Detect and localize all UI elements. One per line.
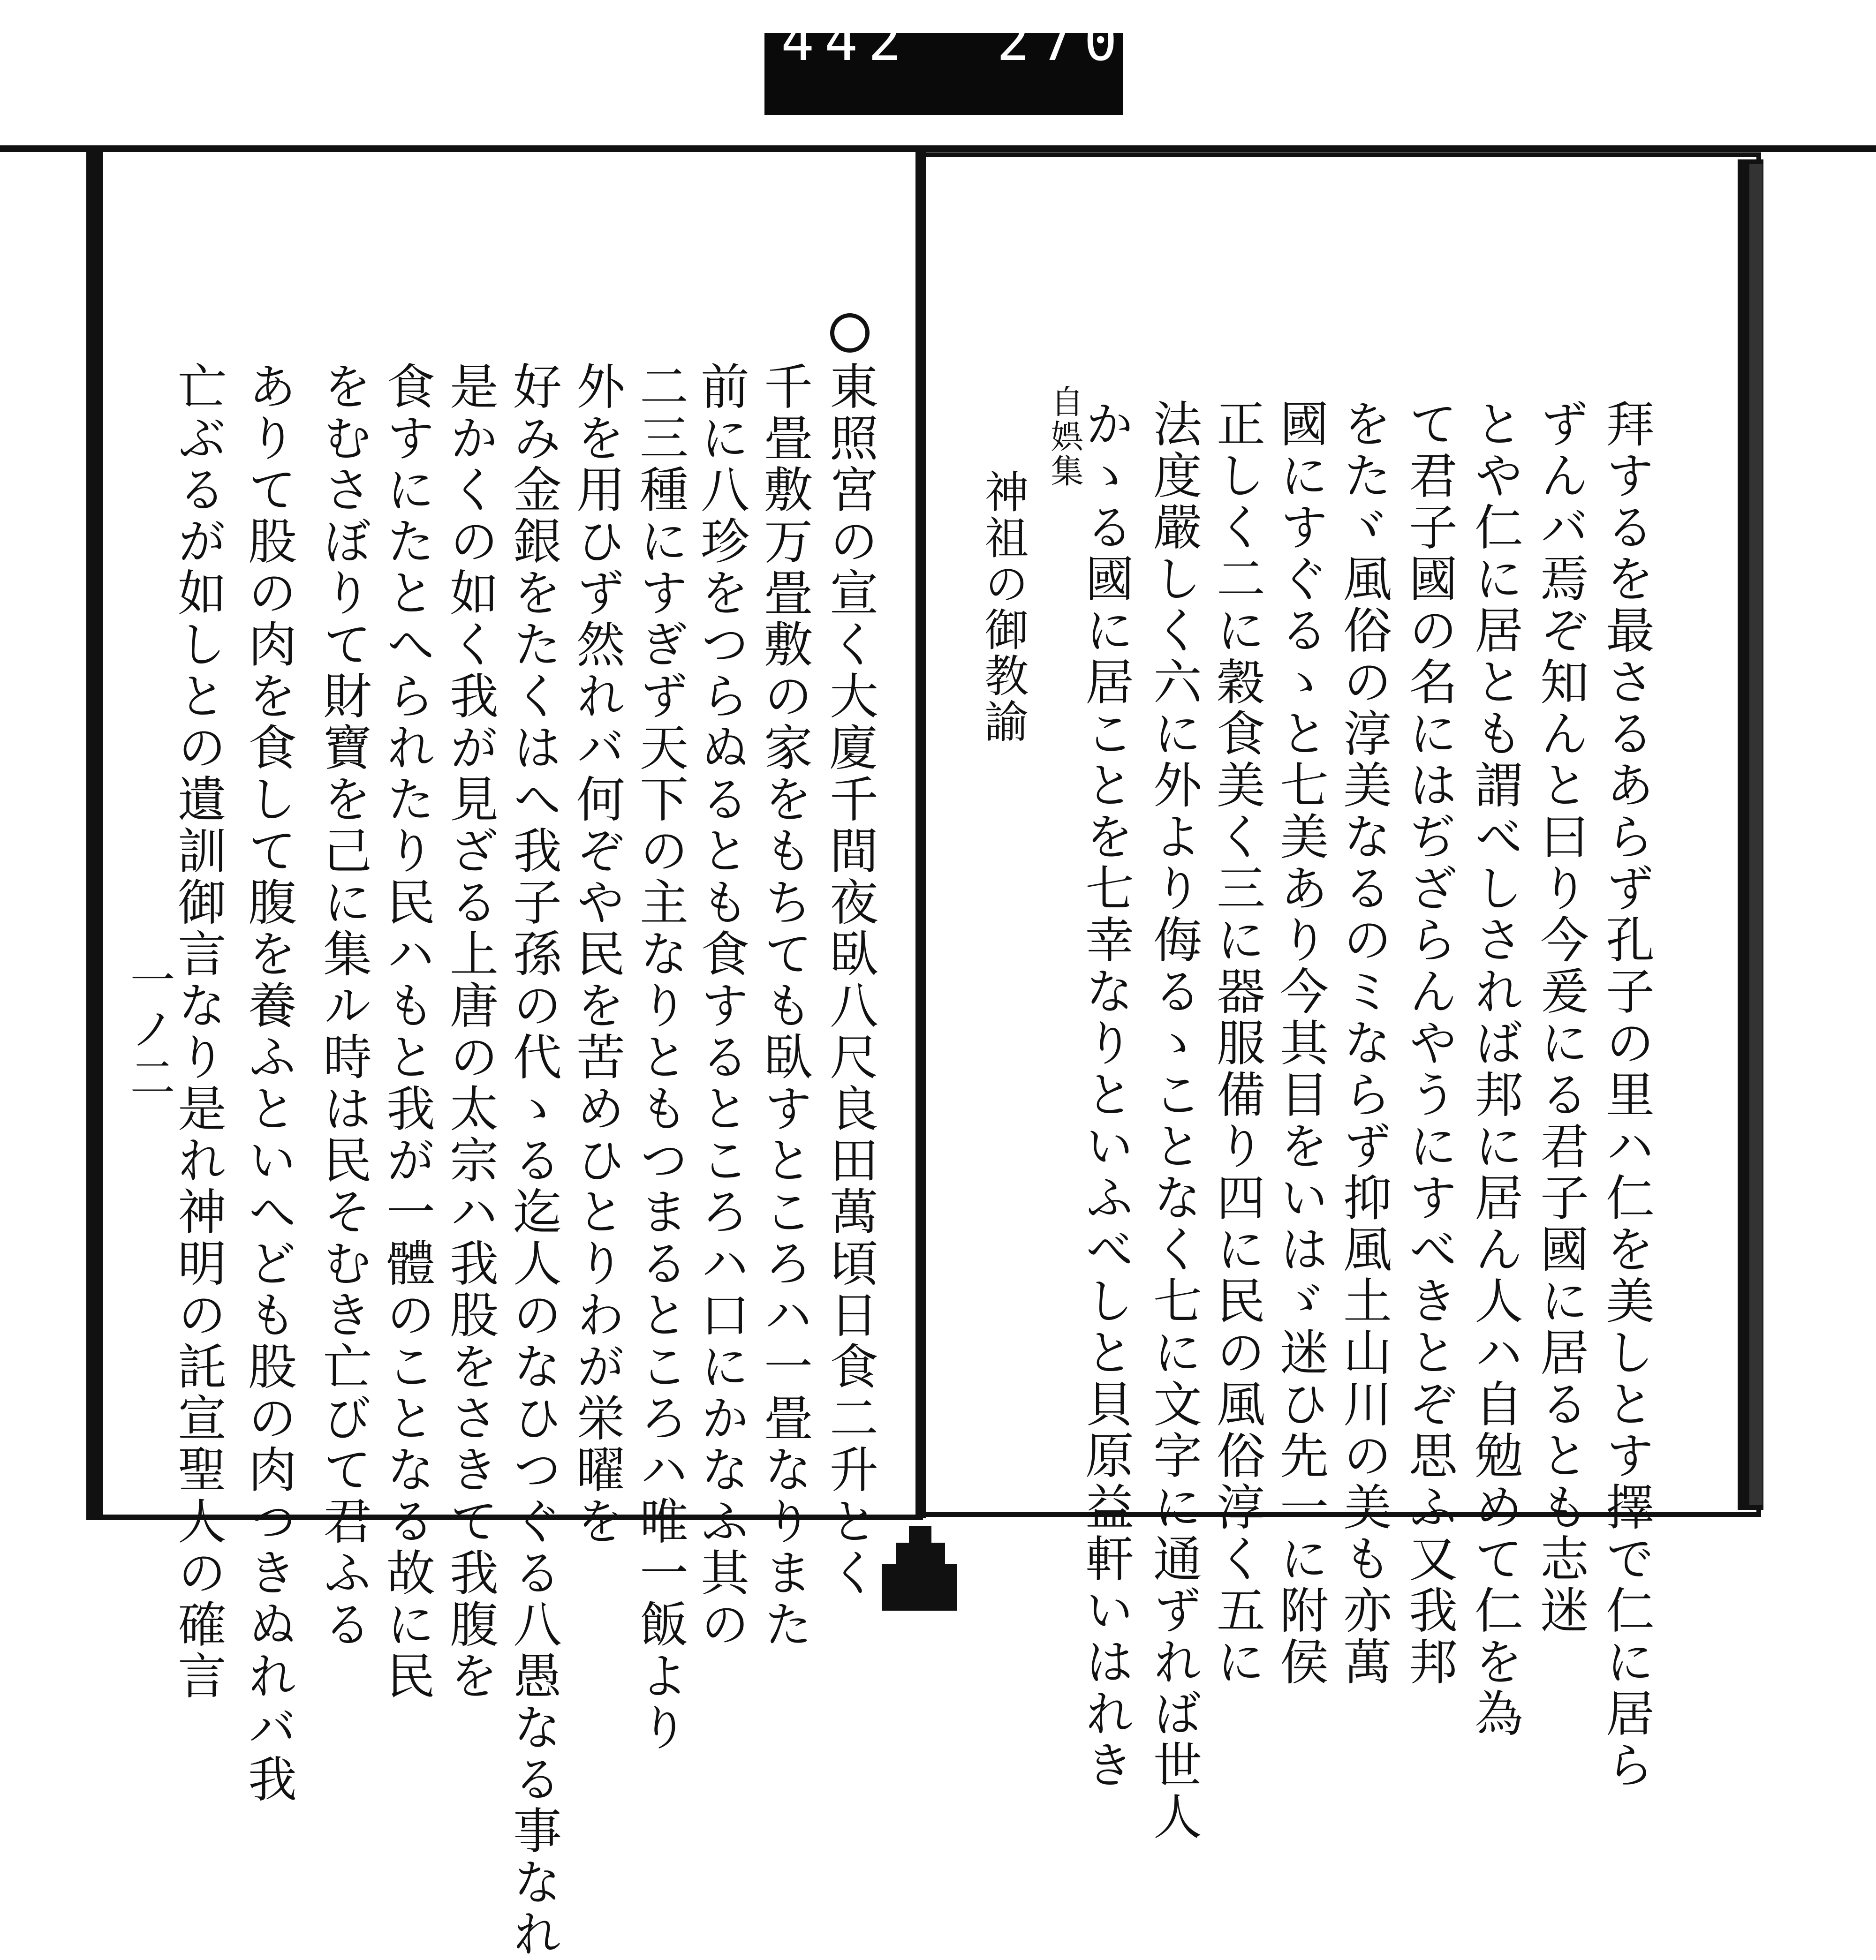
frame-number-right: 270. bbox=[997, 8, 1172, 73]
right-text-column: 國にすぐるゝと七美あり今其目をいはゞ迷ひ先一に附侯 bbox=[1271, 399, 1329, 1688]
left-text-column: 前に八珍をつらぬるとも食するところハ口にかなふ其の bbox=[692, 361, 749, 1651]
book-gutter bbox=[915, 149, 926, 1518]
left-text-column: 是かくの如く我が見ざる上唐の太宗ハ我股をさきて我腹を bbox=[441, 361, 499, 1702]
left-text-column: をむさぼりて財寶を己に集ル時は民そむき亡びて君ふる bbox=[315, 361, 372, 1651]
left-page-edge bbox=[86, 149, 103, 1517]
right-page-edge-shadow bbox=[1749, 164, 1763, 1505]
binding-tab-base bbox=[896, 1543, 945, 1564]
right-text-column: 拜するを最さるあらず孔子の里ハ仁を美しとす擇で仁に居ら bbox=[1597, 399, 1655, 1791]
left-text-column: ありて股の肉を食して腹を養ふといへども股の肉つきぬれバ我 bbox=[240, 361, 297, 1805]
left-text-column: 千畳敷万畳敷の家をもちても臥すところハ一畳なりまた bbox=[756, 361, 813, 1651]
right-text-column: ずんバ焉ぞ知んと曰り今爰にる君子國に居るとも志迷 bbox=[1532, 399, 1589, 1636]
right-text-column: をたヾ風俗の淳美なるのミならず抑風土山川の美も亦萬 bbox=[1335, 399, 1392, 1688]
frame-number-left: 442 bbox=[781, 8, 912, 73]
left-text-column: 食すにたとへられたり民ハもと我が一體のことなる故に民 bbox=[378, 361, 435, 1702]
left-text-column: 東照宮の宣く大廈千間夜臥八尺良田萬頃日食二升とく bbox=[821, 361, 878, 1599]
section-start-circle-icon bbox=[830, 313, 870, 353]
source-attribution: 自娯集 bbox=[1045, 384, 1084, 489]
left-text-column: 外を用ひず然れバ何ぞや民を苦めひとりわが栄曜を bbox=[568, 361, 625, 1547]
left-text-column: 二三種にすぎず天下の主なりともつまるところハ唯一飯より bbox=[631, 361, 688, 1754]
left-text-column: 亡ぶるが如しとの遺訓御言なり是れ神明の託宣聖人の確言 bbox=[169, 361, 227, 1702]
section-title: 神祖の御教諭 bbox=[977, 469, 1028, 745]
right-text-column: 法度嚴しく六に外より侮るゝことなく七に文字に通ずれば世人 bbox=[1145, 399, 1202, 1843]
binding-tab-foot bbox=[882, 1564, 957, 1611]
left-text-column: 好み金銀をたくはへ我子孫の代ゝる迄人のなひつぐる八愚なる事なれ bbox=[505, 361, 562, 1960]
binding-tab bbox=[909, 1526, 931, 1543]
right-text-column: かゝる國に居ことを七幸なりといふべしと貝原益軒いはれき bbox=[1077, 399, 1134, 1791]
right-text-column: 正しく二に穀食美く三に器服備り四に民の風俗淳く五に bbox=[1208, 399, 1265, 1688]
right-text-column: とや仁に居とも謂べしされば邦に居ん人ハ自勉めて仁を為 bbox=[1466, 399, 1523, 1740]
page-number: 一ノ二 bbox=[123, 957, 175, 1103]
right-text-column: て君子國の名にはぢざらんやうにすべきとぞ思ふ又我邦 bbox=[1400, 399, 1458, 1688]
